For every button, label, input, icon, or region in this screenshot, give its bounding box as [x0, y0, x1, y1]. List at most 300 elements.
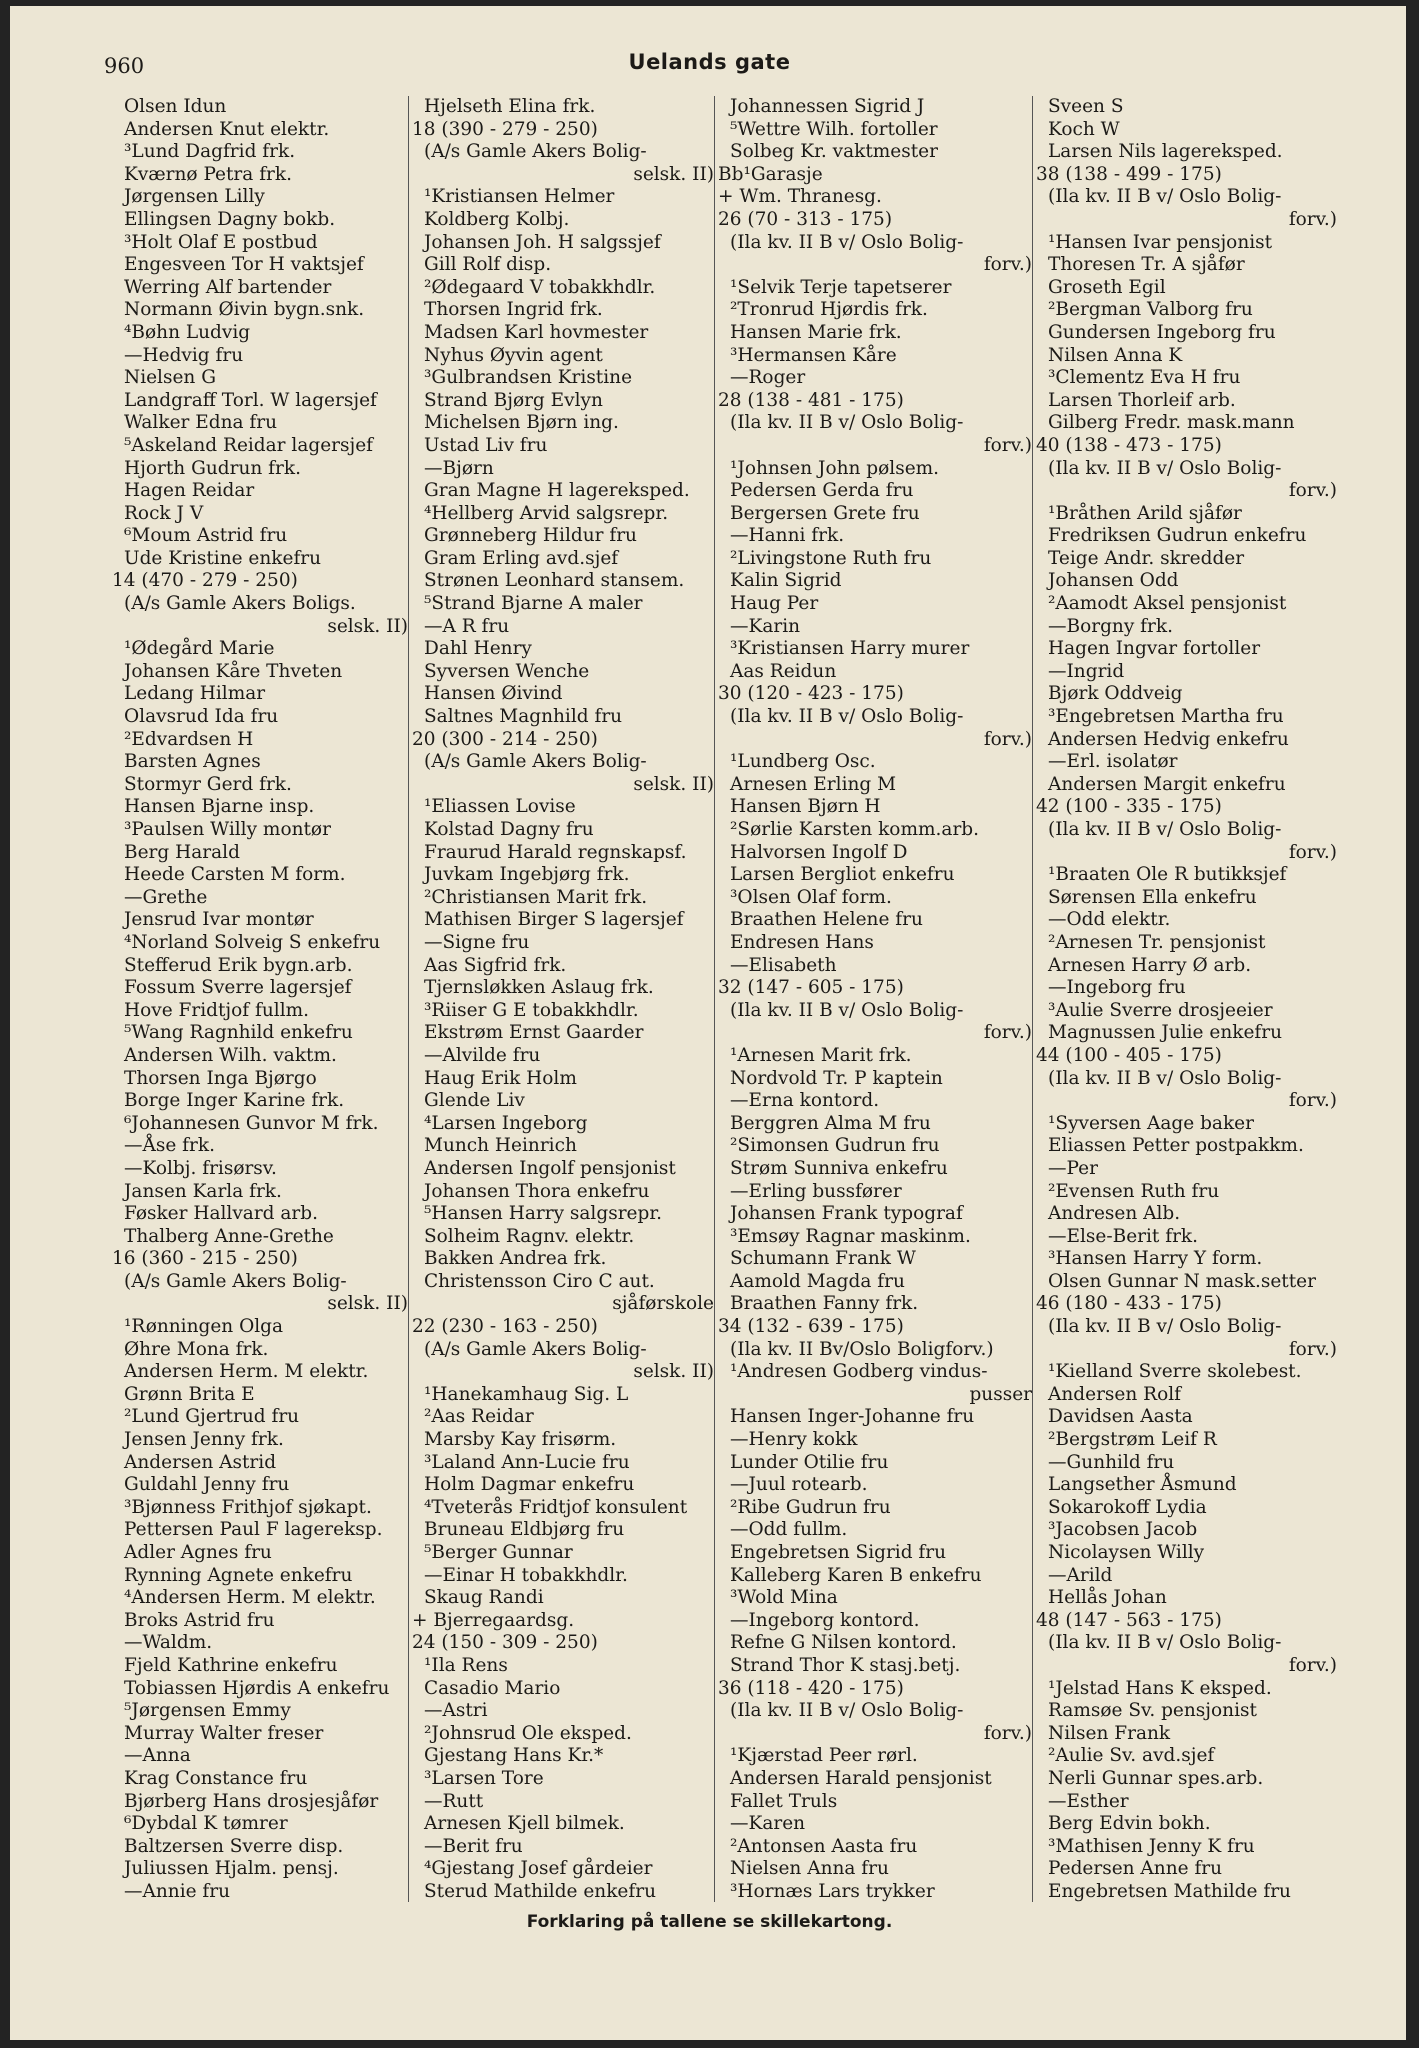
- directory-entry: —Signe fru: [424, 931, 530, 953]
- directory-entry: Ledang Hilmar: [124, 683, 266, 705]
- directory-entry: (Ila kv. II B v/ Oslo Bolig-: [730, 706, 964, 728]
- directory-entry: Larsen Bergliot enkefru: [730, 864, 955, 886]
- directory-entry: Andersen Ingolf pensjonist: [424, 1157, 676, 1179]
- directory-column-1: [112, 96, 412, 1904]
- directory-entry: —Odd elektr.: [1048, 909, 1171, 931]
- directory-entry: ³Bjønness Frithjof sjøkapt.: [124, 1496, 372, 1518]
- directory-entry: sjåførskole: [612, 1293, 714, 1315]
- directory-entry: Stormyr Gerd frk.: [124, 773, 292, 795]
- directory-entry: Arnesen Erling M: [730, 773, 897, 795]
- directory-entry: Juliussen Hjalm. pensj.: [124, 1858, 339, 1880]
- directory-entry: ³Gulbrandsen Kristine: [424, 367, 633, 389]
- directory-entry: forv.): [1288, 1338, 1337, 1360]
- directory-entry: —Hanni frk.: [730, 525, 845, 547]
- directory-entry: ²Christiansen Marit frk.: [424, 886, 648, 908]
- directory-entry: —Esther: [1048, 1790, 1129, 1812]
- directory-entry: ⁵Strand Bjarne A maler: [424, 593, 643, 615]
- directory-entry: —Waldm.: [124, 1632, 213, 1654]
- directory-entry: —Ingrid: [1048, 660, 1125, 682]
- directory-entry: selsk. II): [633, 163, 714, 185]
- directory-entry: —Odd fullm.: [730, 1519, 848, 1541]
- directory-entry: Grønneberg Hildur fru: [424, 525, 637, 547]
- directory-entry: ²Aas Reidar: [424, 1406, 534, 1428]
- directory-entry: Syversen Wenche: [424, 660, 590, 682]
- directory-entry: (A/s Gamle Akers Bolig-: [424, 1338, 647, 1360]
- directory-entry: ³Aulie Sverre drosjeeier: [1048, 999, 1273, 1021]
- directory-entry: ¹Hansen Ivar pensjonist: [1048, 231, 1273, 253]
- directory-entry: Olavsrud Ida fru: [124, 706, 279, 728]
- directory-entry: ³Paulsen Willy montør: [124, 819, 331, 840]
- directory-entry: Arnesen Harry Ø arb.: [1048, 954, 1252, 976]
- directory-entry: Engesveen Tor H vaktsjef: [124, 254, 364, 276]
- directory-entry: Hove Fridtjof fullm.: [124, 999, 310, 1021]
- directory-entry: ⁶Dybdal K tømrer: [124, 1813, 288, 1835]
- directory-entry: Hansen Bjørn H: [730, 796, 881, 818]
- directory-entry: ¹Syversen Aage baker: [1048, 1112, 1254, 1134]
- directory-entry: Thoresen Tr. A sjåfør: [1048, 254, 1245, 276]
- directory-entry: 40 (138 - 473 - 175): [1036, 434, 1222, 456]
- directory-entry: Nielsen G: [124, 367, 216, 389]
- directory-entry: —Gunhild fru: [1048, 1451, 1175, 1473]
- directory-entry: Glende Liv: [424, 1090, 525, 1112]
- directory-entry: ²Evensen Ruth fru: [1048, 1180, 1220, 1202]
- directory-entry: Adler Agnes fru: [124, 1542, 272, 1563]
- directory-entry: 16 (360 - 215 - 250): [112, 1248, 298, 1270]
- directory-entry: ¹Eliassen Lovise: [424, 796, 576, 818]
- directory-entry: Andersen Hedvig enkefru: [1048, 728, 1289, 750]
- directory-entry: —Juul rotearb.: [730, 1474, 868, 1496]
- directory-entry: Johansen Odd: [1048, 570, 1179, 592]
- directory-entry: ²Arnesen Tr. pensjonist: [1048, 931, 1266, 953]
- directory-entry: Grønn Brita E: [124, 1383, 255, 1405]
- directory-entry: Krag Constance fru: [124, 1767, 308, 1789]
- directory-entry: 32 (147 - 605 - 175): [718, 977, 904, 999]
- directory-entry: (Ila kv. II B v/ Oslo Bolig-: [1048, 1316, 1282, 1338]
- directory-entry: Kværnø Petra frk.: [124, 163, 292, 185]
- directory-entry: selsk. II): [633, 773, 714, 795]
- directory-entry: ⁵Hansen Harry salgsrepr.: [424, 1203, 663, 1225]
- directory-entry: Berg Harald: [124, 841, 240, 863]
- directory-entry: ³Hornæs Lars trykker: [730, 1880, 935, 1902]
- directory-entry: ³Engebretsen Martha fru: [1048, 706, 1284, 728]
- directory-entry: Pedersen Anne fru: [1048, 1858, 1223, 1880]
- directory-entry: Tjernsløkken Aslaug frk.: [424, 977, 654, 999]
- directory-entry: Hjelseth Elina frk.: [424, 96, 596, 117]
- directory-entry: selsk. II): [327, 615, 408, 637]
- directory-entry: Juvkam Ingebjørg frk.: [424, 864, 630, 886]
- directory-entry: —Astri: [424, 1700, 488, 1722]
- directory-entry: 24 (150 - 309 - 250): [412, 1632, 598, 1654]
- directory-entry: 28 (138 - 481 - 175): [718, 389, 904, 411]
- directory-entry: Gjestang Hans Kr.*: [424, 1745, 604, 1767]
- directory-entry: —Grethe: [124, 886, 208, 908]
- directory-entry: 44 (100 - 405 - 175): [1036, 1044, 1222, 1066]
- directory-entry: Ellingsen Dagny bokb.: [124, 208, 336, 230]
- directory-entry: Schumann Frank W: [730, 1248, 916, 1270]
- directory-entry: + Wm. Thranesg.: [718, 186, 882, 208]
- directory-entry: Øhre Mona frk.: [124, 1338, 269, 1360]
- directory-entry: Andersen Margit enkefru: [1048, 773, 1286, 795]
- directory-entry: ⁵Berger Gunnar: [424, 1542, 573, 1563]
- directory-entry: Engebretsen Mathilde fru: [1048, 1880, 1291, 1902]
- directory-entry: Murray Walter freser: [124, 1722, 324, 1744]
- directory-entry: ³Clementz Eva H fru: [1048, 367, 1241, 389]
- directory-entry: ²Simonsen Gudrun fru: [730, 1135, 940, 1157]
- directory-entry: Lunder Otilie fru: [730, 1451, 889, 1473]
- directory-entry: Groseth Egil: [1048, 276, 1166, 298]
- directory-entry: Jensrud Ivar montør: [124, 909, 314, 931]
- directory-entry: Endresen Hans: [730, 931, 874, 953]
- directory-entry: Koldberg Kolbj.: [424, 208, 570, 230]
- directory-entry: Ude Kristine enkefru: [124, 547, 322, 569]
- directory-entry: Johansen Frank typograf: [730, 1203, 963, 1225]
- directory-entry: Jensen Jenny frk.: [124, 1429, 284, 1451]
- directory-entry: ³Hermansen Kåre: [730, 344, 897, 366]
- directory-entry: Ustad Liv fru: [424, 434, 548, 456]
- directory-entry: Sterud Mathilde enkefru: [424, 1880, 656, 1902]
- directory-entry: Munch Heinrich: [424, 1135, 577, 1157]
- directory-entry: ²Ribe Gudrun fru: [730, 1496, 891, 1518]
- directory-entry: Baltzersen Sverre disp.: [124, 1835, 344, 1857]
- directory-entry: ⁴Gjestang Josef gårdeier: [424, 1858, 653, 1880]
- directory-entry: (Ila kv. II B v/ Oslo Bolig-: [1048, 819, 1282, 840]
- directory-entry: ⁵Jørgensen Emmy: [124, 1700, 291, 1722]
- page-title: Uelands gate: [628, 50, 791, 74]
- directory-entry: Fraurud Harald regnskapsf.: [424, 841, 687, 863]
- directory-entry: forv.): [1288, 1090, 1337, 1112]
- directory-entry: (Ila kv. II B v/ Oslo Bolig-: [1048, 186, 1282, 208]
- directory-entry: ¹Jelstad Hans K eksped.: [1048, 1677, 1272, 1699]
- directory-entry: 30 (120 - 423 - 175): [718, 683, 904, 705]
- directory-entry: Koch W: [1048, 118, 1120, 140]
- directory-entry: Thalberg Anne-Grethe: [124, 1225, 334, 1247]
- directory-entry: 18 (390 - 279 - 250): [412, 118, 598, 140]
- directory-entry: Aamold Magda fru: [730, 1270, 905, 1292]
- directory-entry: Engebretsen Sigrid fru: [730, 1542, 947, 1563]
- directory-entry: Johansen Joh. H salgssjef: [424, 231, 661, 253]
- directory-entry: ⁴Hellberg Arvid salgsrepr.: [424, 502, 669, 524]
- directory-entry: Kolstad Dagny fru: [424, 819, 594, 840]
- directory-entry: 34 (132 - 639 - 175): [718, 1316, 904, 1338]
- directory-entry: Gundersen Ingeborg fru: [1048, 321, 1276, 343]
- directory-entry: ¹Ødegård Marie: [124, 638, 275, 660]
- directory-entry: (A/s Gamle Akers Boligs.: [124, 593, 356, 615]
- directory-entry: Werring Alf bartender: [124, 276, 332, 298]
- directory-entry: ¹Ila Rens: [424, 1654, 508, 1676]
- directory-entry: Braathen Helene fru: [730, 909, 923, 931]
- directory-entry: (A/s Gamle Akers Bolig-: [124, 1270, 347, 1292]
- directory-entry: Teige Andr. skredder: [1048, 547, 1245, 569]
- directory-entry: 48 (147 - 563 - 175): [1036, 1609, 1222, 1631]
- directory-entry: —Karen: [730, 1813, 806, 1835]
- directory-entry: (A/s Gamle Akers Bolig-: [424, 141, 647, 163]
- directory-entry: Sokarokoff Lydia: [1048, 1496, 1207, 1518]
- directory-entry: —Åse frk.: [124, 1135, 215, 1157]
- directory-entry: Hagen Reidar: [124, 480, 255, 502]
- directory-column-2: [412, 96, 718, 1904]
- directory-entry: ¹Johnsen John pølsem.: [730, 457, 940, 479]
- directory-entry: Aas Sigfrid frk.: [424, 954, 567, 976]
- directory-column-4: [1036, 96, 1341, 1904]
- directory-entry: Jansen Karla frk.: [124, 1180, 282, 1202]
- directory-entry: forv.): [983, 254, 1032, 276]
- directory-entry: Strøm Sunniva enkefru: [730, 1157, 948, 1179]
- directory-entry: ³Wold Mina: [730, 1587, 838, 1609]
- directory-entry: ¹Hanekamhaug Sig. L: [424, 1383, 629, 1405]
- directory-entry: —Per: [1048, 1157, 1098, 1179]
- directory-entry: Gilberg Fredr. mask.mann: [1048, 412, 1295, 434]
- directory-entry: Bjørberg Hans drosjesjåfør: [124, 1790, 379, 1812]
- directory-entry: —Karin: [730, 615, 801, 637]
- directory-entry: Berggren Alma M fru: [730, 1112, 931, 1134]
- directory-entry: Kalin Sigrid: [730, 570, 842, 592]
- directory-entry: Fredriksen Gudrun enkefru: [1048, 525, 1307, 547]
- directory-entry: Strand Bjørg Evlyn: [424, 389, 603, 411]
- directory-entry: Casadio Mario: [424, 1677, 561, 1699]
- directory-entry: ¹Lundberg Osc.: [730, 751, 876, 773]
- directory-entry: ¹Kielland Sverre skolebest.: [1048, 1361, 1302, 1383]
- directory-entry: Bruneau Eldbjørg fru: [424, 1519, 625, 1541]
- directory-entry: ²Bergstrøm Leif R: [1048, 1429, 1217, 1451]
- directory-entry: forv.): [1288, 1654, 1337, 1676]
- directory-entry: (A/s Gamle Akers Bolig-: [424, 751, 647, 773]
- directory-entry: ⁶Johannesen Gunvor M frk.: [124, 1112, 379, 1134]
- directory-entry: ³Emsøy Ragnar maskinm.: [730, 1225, 971, 1247]
- directory-entry: forv.): [983, 1722, 1032, 1744]
- directory-entry: selsk. II): [327, 1293, 408, 1315]
- directory-entry: Gran Magne H lagereksped.: [424, 480, 690, 502]
- directory-entry: Thorsen Ingrid frk.: [424, 299, 603, 321]
- directory-entry: Broks Astrid fru: [124, 1609, 275, 1631]
- directory-entry: Larsen Thorleif arb.: [1048, 389, 1236, 411]
- directory-entry: (Ila kv. II Bv/Oslo Boligforv.): [730, 1338, 994, 1360]
- directory-entry: forv.): [983, 728, 1032, 750]
- directory-entry: pusser: [969, 1383, 1032, 1405]
- directory-entry: ²Aamodt Aksel pensjonist: [1048, 593, 1287, 615]
- directory-entry: —Borgny frk.: [1048, 615, 1173, 637]
- directory-entry: ²Aulie Sv. avd.sjef: [1048, 1745, 1215, 1767]
- directory-entry: Normann Øivin bygn.snk.: [124, 299, 365, 321]
- directory-entry: —Alvilde fru: [424, 1044, 541, 1066]
- directory-entry: forv.): [1288, 841, 1337, 863]
- directory-entry: Gram Erling avd.sjef: [424, 547, 619, 569]
- directory-entry: Olsen Gunnar N mask.setter: [1048, 1270, 1316, 1292]
- directory-entry: ²Livingstone Ruth fru: [730, 547, 932, 569]
- directory-entry: Nielsen Anna fru: [730, 1858, 889, 1880]
- directory-entry: (Ila kv. II B v/ Oslo Bolig-: [730, 231, 964, 253]
- directory-entry: ²Edvardsen H: [124, 728, 254, 750]
- directory-entry: Andresen Alb.: [1048, 1203, 1181, 1225]
- directory-entry: Rock J V: [124, 502, 204, 524]
- directory-entry: Strand Thor K stasj.betj.: [730, 1654, 961, 1676]
- directory-entry: —Arild: [1048, 1564, 1113, 1586]
- directory-entry: Walker Edna fru: [124, 412, 278, 434]
- directory-entry: (Ila kv. II B v/ Oslo Bolig-: [1048, 457, 1282, 479]
- directory-entry: Mathisen Birger S lagersjef: [424, 909, 684, 931]
- directory-entry: ⁴Norland Solveig S enkefru: [124, 931, 381, 953]
- directory-entry: forv.): [1288, 480, 1337, 502]
- directory-entry: 42 (100 - 335 - 175): [1036, 796, 1222, 818]
- directory-entry: —Ingeborg kontord.: [730, 1609, 920, 1631]
- directory-entry: ¹Braaten Ole R butikksjef: [1048, 864, 1287, 886]
- directory-entry: —Hedvig fru: [124, 344, 244, 366]
- directory-entry: Gill Rolf disp.: [424, 254, 552, 276]
- directory-entry: Tobiassen Hjørdis A enkefru: [124, 1677, 390, 1699]
- directory-entry: Arnesen Kjell bilmek.: [424, 1813, 625, 1835]
- directory-entry: (Ila kv. II B v/ Oslo Bolig-: [730, 999, 964, 1021]
- directory-entry: ¹Bråthen Arild sjåfør: [1048, 502, 1242, 524]
- directory-entry: —Rutt: [424, 1790, 484, 1812]
- directory-entry: ³Mathisen Jenny K fru: [1048, 1835, 1255, 1857]
- directory-entry: Rynning Agnete enkefru: [124, 1564, 353, 1586]
- directory-entry: —Else-Berit frk.: [1048, 1225, 1199, 1247]
- directory-entry: Nilsen Frank: [1048, 1722, 1171, 1744]
- directory-entry: Andersen Astrid: [124, 1451, 277, 1473]
- directory-entry: ²Johnsrud Ole eksped.: [424, 1722, 632, 1744]
- directory-entry: Bakken Andrea frk.: [424, 1248, 607, 1270]
- directory-entry: Skaug Randi: [424, 1587, 544, 1609]
- directory-entry: ¹Kristiansen Helmer: [424, 186, 615, 208]
- directory-entry: Borge Inger Karine frk.: [124, 1090, 345, 1112]
- directory-entry: Berg Edvin bokh.: [1048, 1813, 1211, 1835]
- directory-entry: —Erling bussfører: [730, 1180, 902, 1202]
- directory-entry: Hansen Øivind: [424, 683, 563, 705]
- directory-entry: Nordvold Tr. P kaptein: [730, 1067, 943, 1089]
- directory-entry: Andersen Wilh. vaktm.: [124, 1044, 337, 1066]
- directory-entry: Bjørk Oddveig: [1048, 683, 1183, 705]
- directory-entry: Thorsen Inga Bjørgo: [124, 1067, 317, 1089]
- directory-entry: 26 (70 - 313 - 175): [718, 208, 893, 230]
- directory-entry: Saltnes Magnhild fru: [424, 706, 623, 728]
- directory-entry: ³Jacobsen Jacob: [1048, 1519, 1198, 1541]
- directory-entry: Hansen Bjarne insp.: [124, 796, 315, 818]
- directory-entry: Davidsen Aasta: [1048, 1406, 1193, 1428]
- directory-entry: Føsker Hallvard arb.: [124, 1203, 318, 1225]
- directory-entry: Refne G Nilsen kontord.: [730, 1632, 957, 1654]
- directory-entry: Haug Erik Holm: [424, 1067, 577, 1089]
- directory-entry: ⁴Andersen Herm. M elektr.: [124, 1587, 376, 1609]
- directory-entry: Barsten Agnes: [124, 751, 261, 773]
- directory-entry: 20 (300 - 214 - 250): [412, 728, 598, 750]
- directory-entry: Andersen Knut elektr.: [124, 118, 330, 140]
- directory-entry: Andersen Rolf: [1048, 1383, 1181, 1405]
- directory-entry: ³Holt Olaf E postbud: [124, 231, 318, 253]
- directory-entry: —A R fru: [424, 615, 510, 637]
- directory-entry: (Ila kv. II B v/ Oslo Bolig-: [1048, 1632, 1282, 1654]
- directory-entry: Pedersen Gerda fru: [730, 480, 914, 502]
- directory-entry: Solbeg Kr. vaktmester: [730, 141, 938, 163]
- directory-entry: Aas Reidun: [730, 660, 837, 682]
- footer-note: Forklaring på tallene se skillekartong.: [526, 1912, 893, 1932]
- directory-entry: ³Laland Ann-Lucie fru: [424, 1451, 630, 1473]
- directory-entry: Jørgensen Lilly: [124, 186, 265, 208]
- directory-entry: ³Lund Dagfrid frk.: [124, 141, 296, 163]
- directory-entry: Hjorth Gudrun frk.: [124, 457, 301, 479]
- directory-entry: ⁴Tveterås Fridtjof konsulent: [424, 1496, 688, 1518]
- directory-entry: Olsen Idun: [124, 96, 227, 117]
- directory-entry: Larsen Nils lagereksped.: [1048, 141, 1283, 163]
- directory-entry: Pettersen Paul F lagereksp.: [124, 1519, 383, 1541]
- directory-entry: Hansen Inger-Johanne fru: [730, 1406, 975, 1428]
- directory-entry: ¹Andresen Godberg vindus-: [730, 1361, 988, 1383]
- directory-entry: —Berit fru: [424, 1835, 523, 1857]
- directory-entry: Michelsen Bjørn ing.: [424, 412, 619, 434]
- directory-entry: Bb¹Garasje: [718, 163, 823, 185]
- directory-entry: —Bjørn: [424, 457, 494, 479]
- directory-entry: selsk. II): [633, 1361, 714, 1383]
- page-number: 960: [104, 54, 145, 78]
- directory-entry: Christensson Ciro C aut.: [424, 1270, 655, 1292]
- directory-entry: ²Lund Gjertrud fru: [124, 1406, 300, 1428]
- directory-entry: ⁴Bøhn Ludvig: [124, 321, 251, 343]
- directory-entry: Ekstrøm Ernst Gaarder: [424, 1022, 644, 1044]
- directory-entry: Andersen Harald pensjonist: [730, 1767, 992, 1789]
- directory-entry: ³Larsen Tore: [424, 1767, 544, 1789]
- directory-entry: + Bjerregaardsg.: [412, 1609, 575, 1631]
- directory-entry: —Anna: [124, 1745, 191, 1767]
- directory-entry: 14 (470 - 279 - 250): [112, 570, 298, 592]
- directory-entry: ¹Selvik Terje tapetserer: [730, 276, 952, 298]
- directory-entry: ¹Arnesen Marit frk.: [730, 1044, 912, 1066]
- directory-entry: Kalleberg Karen B enkefru: [730, 1564, 982, 1586]
- directory-entry: forv.): [983, 434, 1032, 456]
- directory-entry: —Einar H tobakkhdlr.: [424, 1564, 628, 1586]
- directory-entry: ²Ødegaard V tobakkhdlr.: [424, 276, 656, 298]
- directory-entry: ³Riiser G E tobakkhdlr.: [424, 999, 639, 1021]
- directory-entry: Solheim Ragnv. elektr.: [424, 1225, 635, 1247]
- directory-entry: ²Sørlie Karsten komm.arb.: [730, 819, 980, 840]
- directory-entry: ⁶Moum Astrid fru: [124, 525, 288, 547]
- directory-entry: —Erna kontord.: [730, 1090, 880, 1112]
- directory-entry: Sveen S: [1048, 96, 1124, 117]
- directory-entry: ⁵Askeland Reidar lagersjef: [124, 434, 374, 456]
- directory-entry: Hansen Marie frk.: [730, 321, 902, 343]
- directory-entry: ³Kristiansen Harry murer: [730, 638, 970, 660]
- directory-entry: Fallet Truls: [730, 1790, 838, 1812]
- directory-entry: Braathen Fanny frk.: [730, 1293, 919, 1315]
- directory-entry: Sørensen Ella enkefru: [1048, 886, 1257, 908]
- directory-entry: (Ila kv. II B v/ Oslo Bolig-: [730, 1700, 964, 1722]
- directory-entry: ¹Rønningen Olga: [124, 1316, 284, 1338]
- directory-entry: ²Bergman Valborg fru: [1048, 299, 1253, 321]
- directory-entry: Dahl Henry: [424, 638, 532, 660]
- directory-entry: Hagen Ingvar fortoller: [1048, 638, 1261, 660]
- directory-entry: Guldahl Jenny fru: [124, 1474, 290, 1496]
- directory-entry: ²Tronrud Hjørdis frk.: [730, 299, 928, 321]
- directory-entry: (Ila kv. II B v/ Oslo Bolig-: [1048, 1067, 1282, 1089]
- directory-entry: ¹Kjærstad Peer rørl.: [730, 1745, 918, 1767]
- directory-entry: ³Olsen Olaf form.: [730, 886, 892, 908]
- directory-entry: Fjeld Kathrine enkefru: [124, 1654, 338, 1676]
- directory-entry: 36 (118 - 420 - 175): [718, 1677, 904, 1699]
- directory-entry: Johansen Kåre Thveten: [124, 660, 343, 682]
- directory-entry: —Roger: [730, 367, 806, 389]
- directory-entry: Holm Dagmar enkefru: [424, 1474, 635, 1496]
- directory-entry: (Ila kv. II B v/ Oslo Bolig-: [730, 412, 964, 434]
- directory-entry: Stefferud Erik bygn.arb.: [124, 954, 353, 976]
- directory-entry: ²Antonsen Aasta fru: [730, 1835, 918, 1857]
- directory-entry: —Annie fru: [124, 1880, 231, 1902]
- directory-entry: Haug Per: [730, 593, 819, 615]
- directory-entry: —Erl. isolatør: [1048, 751, 1178, 773]
- directory-entry: forv.): [1288, 208, 1337, 230]
- directory-entry: forv.): [983, 1022, 1032, 1044]
- directory-entry: Johannessen Sigrid J: [730, 96, 925, 117]
- directory-entry: Andersen Herm. M elektr.: [124, 1361, 369, 1383]
- directory-entry: Marsby Kay frisørm.: [424, 1429, 617, 1451]
- directory-entry: Halvorsen Ingolf D: [730, 841, 908, 863]
- directory-entry: —Ingeborg fru: [1048, 977, 1186, 999]
